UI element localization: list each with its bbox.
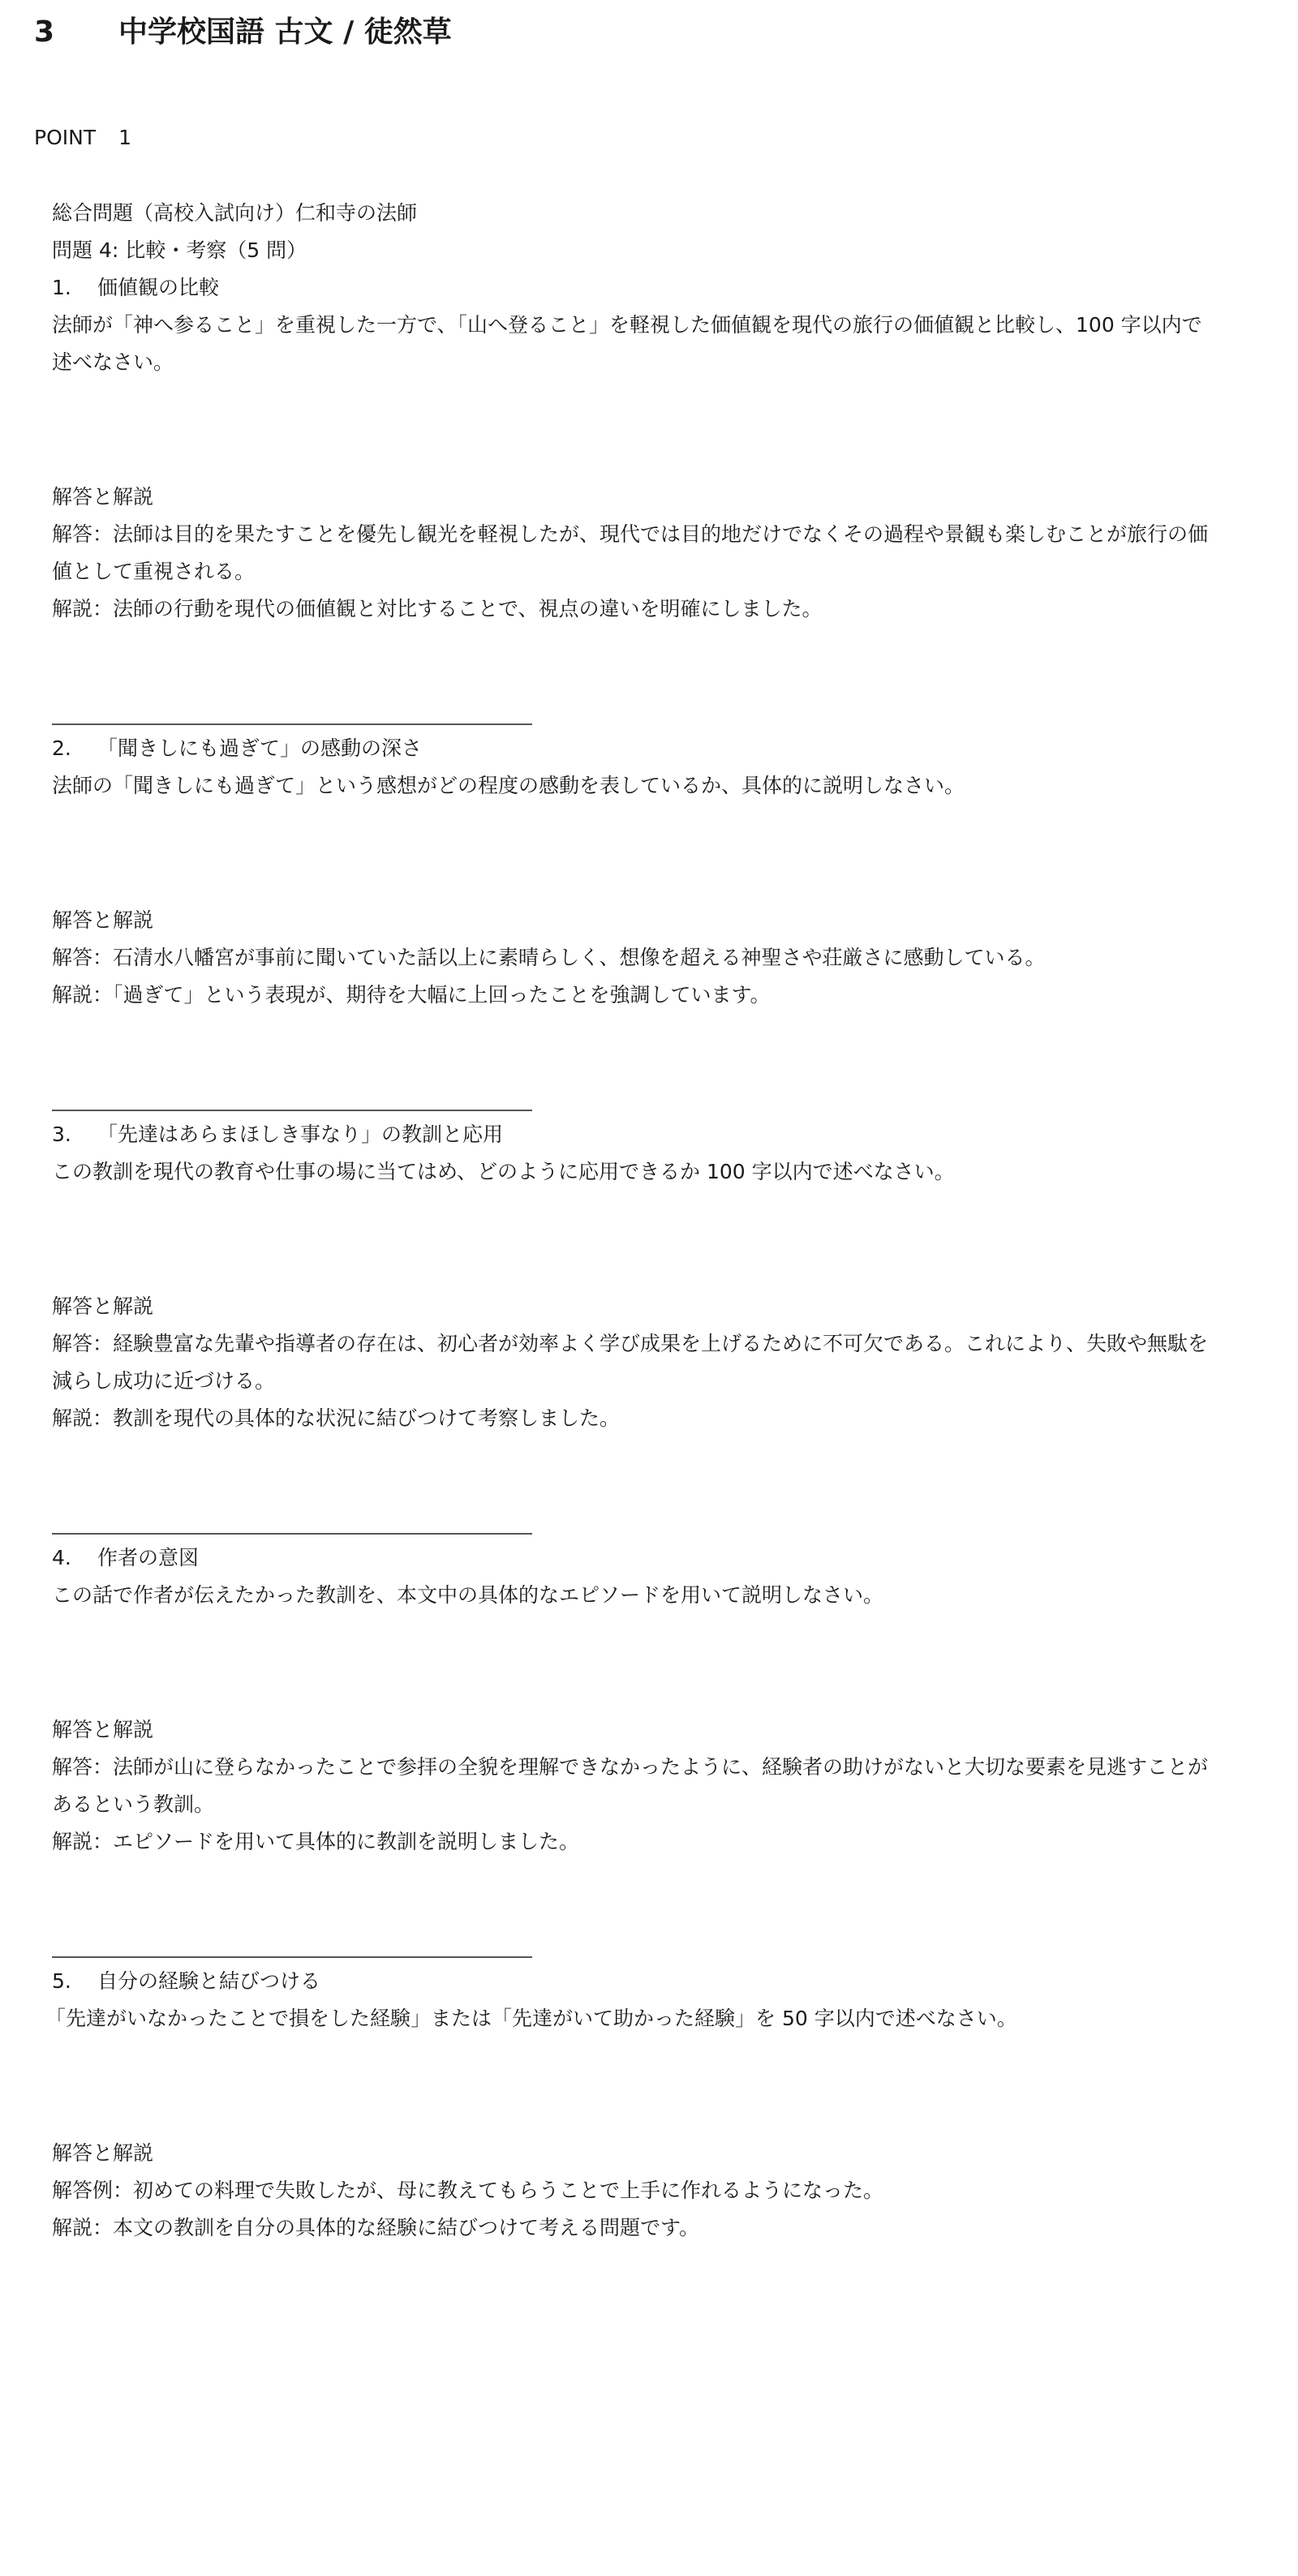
question-5 (45, 1963, 1220, 2247)
section-divider (52, 1533, 532, 1535)
question-title (52, 730, 1220, 767)
answer-heading: 解答と解説 (52, 2141, 154, 2165)
point-label (34, 122, 131, 154)
question-title-text: 「聞きしにも過ぎて」の感動の深さ (97, 736, 423, 760)
section-divider (52, 1956, 532, 1958)
page-title (34, 10, 452, 55)
section-number: 3 (34, 15, 55, 49)
exercise-subheading: 問題 4: 比較・考察（5 問） (52, 238, 307, 262)
answer-text: 解答：法師が山に登らなかったことで参拝の全貌を理解できなかったように、経験者の助けがないと大切な要素を見逃すことがあるという教訓。 (52, 1755, 1209, 1816)
answer-text: 解答：法師は目的を果たすことを優先し観光を軽視したが、現代では目的地だけでなくその過程や景観も楽しむことが旅行の価値として重視される。 (52, 522, 1209, 583)
explanation-text: 解説：本文の教訓を自分の具体的な経験に結びつけて考える問題です。 (52, 2216, 700, 2239)
question-3 (52, 1116, 1220, 1535)
question-number: 3. (52, 1123, 71, 1146)
answer-text: 解答例：初めての料理で失敗したが、母に教えてもらうことで上手に作れるようになった。 (52, 2179, 884, 2202)
explanation-text: 解説：法師の行動を現代の価値観と対比することで、視点の違いを明確にしました。 (52, 597, 823, 620)
section-divider (52, 723, 532, 725)
question-number: 2. (52, 736, 71, 760)
answer-text: 解答：石清水八幡宮が事前に聞いていた話以上に素晴らしく、想像を超える神聖さや荘厳さに感動している。 (52, 946, 1046, 969)
question-number: 1. (52, 276, 71, 299)
explanation-text: 解説：「過ぎて」という表現が、期待を大幅に上回ったことを強調しています。 (52, 983, 771, 1007)
question-2 (52, 730, 1220, 1111)
question-title (52, 1116, 1220, 1153)
question-number: 4. (52, 1546, 71, 1569)
question-title (52, 1539, 1220, 1577)
question-prompt: この教訓を現代の教育や仕事の場に当てはめ、どのように応用できるか 100 字以内で述べなさい。 (52, 1160, 955, 1183)
question-title (52, 1963, 1220, 2000)
explanation-text: 解説：エピソードを用いて具体的に教訓を説明しました。 (52, 1830, 580, 1853)
question-prompt: 法師が「神へ参ること」を重視した一方で、「山へ登ること」を軽視した価値観を現代の旅行の価値観と比較し、100 字以内で述べなさい。 (52, 313, 1202, 374)
question-title-text: 作者の意図 (97, 1546, 200, 1569)
question-prompt: この話で作者が伝えたかった教訓を、本文中の具体的なエピソードを用いて説明しなさい。 (52, 1583, 884, 1607)
section-divider (52, 1110, 532, 1111)
question-1 (52, 269, 1220, 725)
answer-heading: 解答と解説 (52, 908, 154, 932)
question-title-text: 価値観の比較 (97, 276, 220, 299)
question-4 (52, 1539, 1220, 1958)
answer-heading: 解答と解説 (52, 1294, 154, 1318)
question-prompt: 法師の「聞きしにも過ぎて」という感想がどの程度の感動を表しているか、具体的に説明しなさい。 (52, 774, 965, 797)
answer-heading: 解答と解説 (52, 1718, 154, 1741)
point-number: 1 (118, 126, 132, 149)
section-title: 中学校国語 古文 / 徒然草 (118, 15, 452, 49)
question-title-text: 自分の経験と結びつける (97, 1969, 321, 1993)
exercise-heading: 総合問題（高校入試向け）仁和寺の法師 (52, 201, 418, 225)
question-title (52, 269, 1220, 307)
explanation-text: 解説：教訓を現代の具体的な状況に結びつけて考察しました。 (52, 1406, 621, 1430)
answer-text: 解答：経験豊富な先輩や指導者の存在は、初心者が効率よく学び成果を上げるために不可欠である。これにより、失敗や無駄を減らし成功に近づける。 (52, 1332, 1209, 1393)
answer-heading: 解答と解説 (52, 485, 154, 509)
question-number: 5. (52, 1969, 71, 1993)
exercise-content (45, 195, 1220, 2247)
question-title-text: 「先達はあらまほしき事なり」の教訓と応用 (97, 1123, 504, 1146)
point-text: POINT (34, 126, 97, 149)
question-prompt: 「先達がいなかったことで損をした経験」または「先達がいて助かった経験」を 50 字以内で述べなさい。 (45, 2007, 1017, 2030)
